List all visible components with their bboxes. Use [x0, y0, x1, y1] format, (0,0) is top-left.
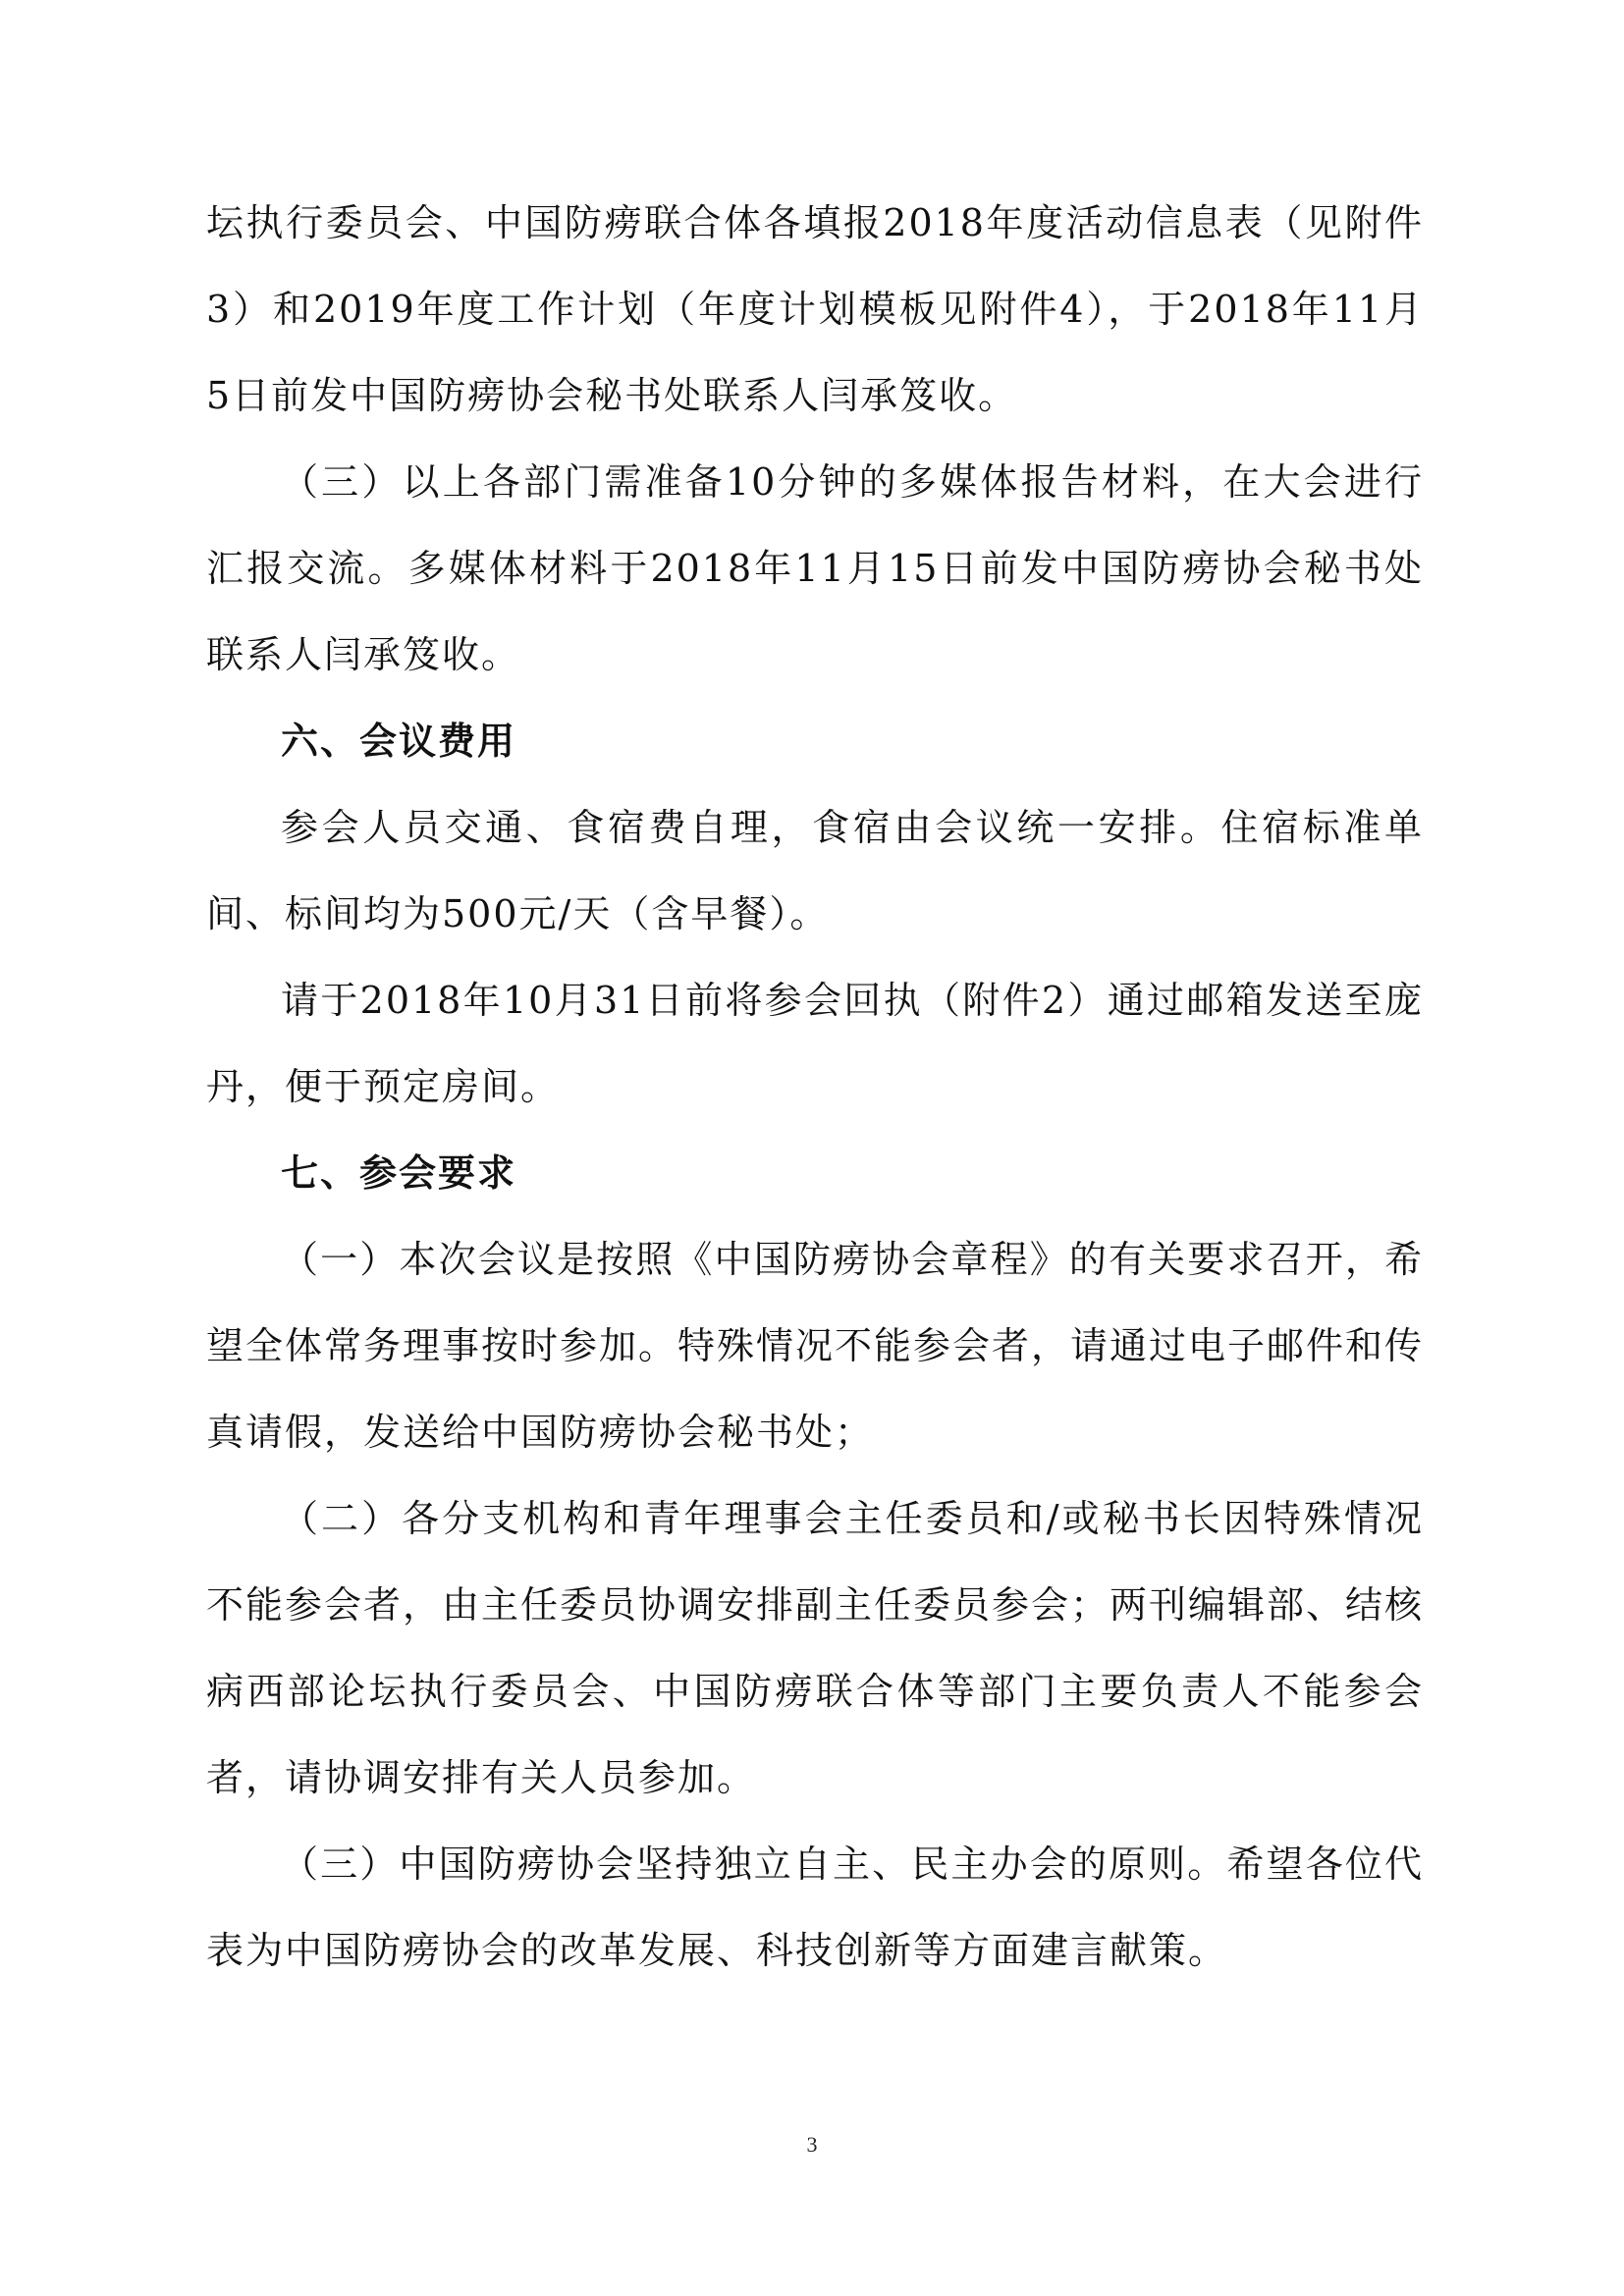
paragraph-requirement-two: （二）各分支机构和青年理事会主任委员和/或秘书长因特殊情况不能参会者，由主任委员协调安排副主任委员参会；两刊编辑部、结核病西部论坛执行委员会、中国防痨联合体等部门主要负责人不能参会者，请协调安排有关人员参加。: [206, 1497, 1425, 1799]
section-heading-attendance-requirements: 七、参会要求: [281, 1151, 517, 1195]
paragraph-accommodation: 参会人员交通、食宿费自理，食宿由会议统一安排。住宿标准单间、标间均为500元/天（含早餐）。: [206, 806, 1424, 935]
paragraph-multimedia-report: （三）以上各部门需准备10分钟的多媒体报告材料，在大会进行汇报交流。多媒体材料于2018年11月15日前发中国防痨协会秘书处联系人闫承笈收。: [206, 460, 1424, 676]
page-number: 3: [806, 2132, 818, 2157]
paragraph-requirement-one: （一）本次会议是按照《中国防痨协会章程》的有关要求召开，希望全体常务理事按时参加。特殊情况不能参会者，请通过电子邮件和传真请假，发送给中国防痨协会秘书处；: [206, 1238, 1425, 1454]
paragraph-receipt-deadline: 请于2018年10月31日前将参会回执（附件2）通过邮箱发送至庞丹，便于预定房间。: [206, 979, 1424, 1108]
section-heading-meeting-fees: 六、会议费用: [281, 720, 517, 763]
document-body: [206, 180, 1424, 1994]
paragraph-requirement-three: （三）中国防痨协会坚持独立自主、民主办会的原则。希望各位代表为中国防痨协会的改革发展、科技创新等方面建言献策。: [206, 1842, 1424, 1972]
paragraph-report-submission: 坛执行委员会、中国防痨联合体各填报2018年度活动信息表（见附件3）和2019年度工作计划（年度计划模板见附件4），于2018年11月5日前发中国防痨协会秘书处联系人闫承笈收。: [206, 201, 1424, 417]
